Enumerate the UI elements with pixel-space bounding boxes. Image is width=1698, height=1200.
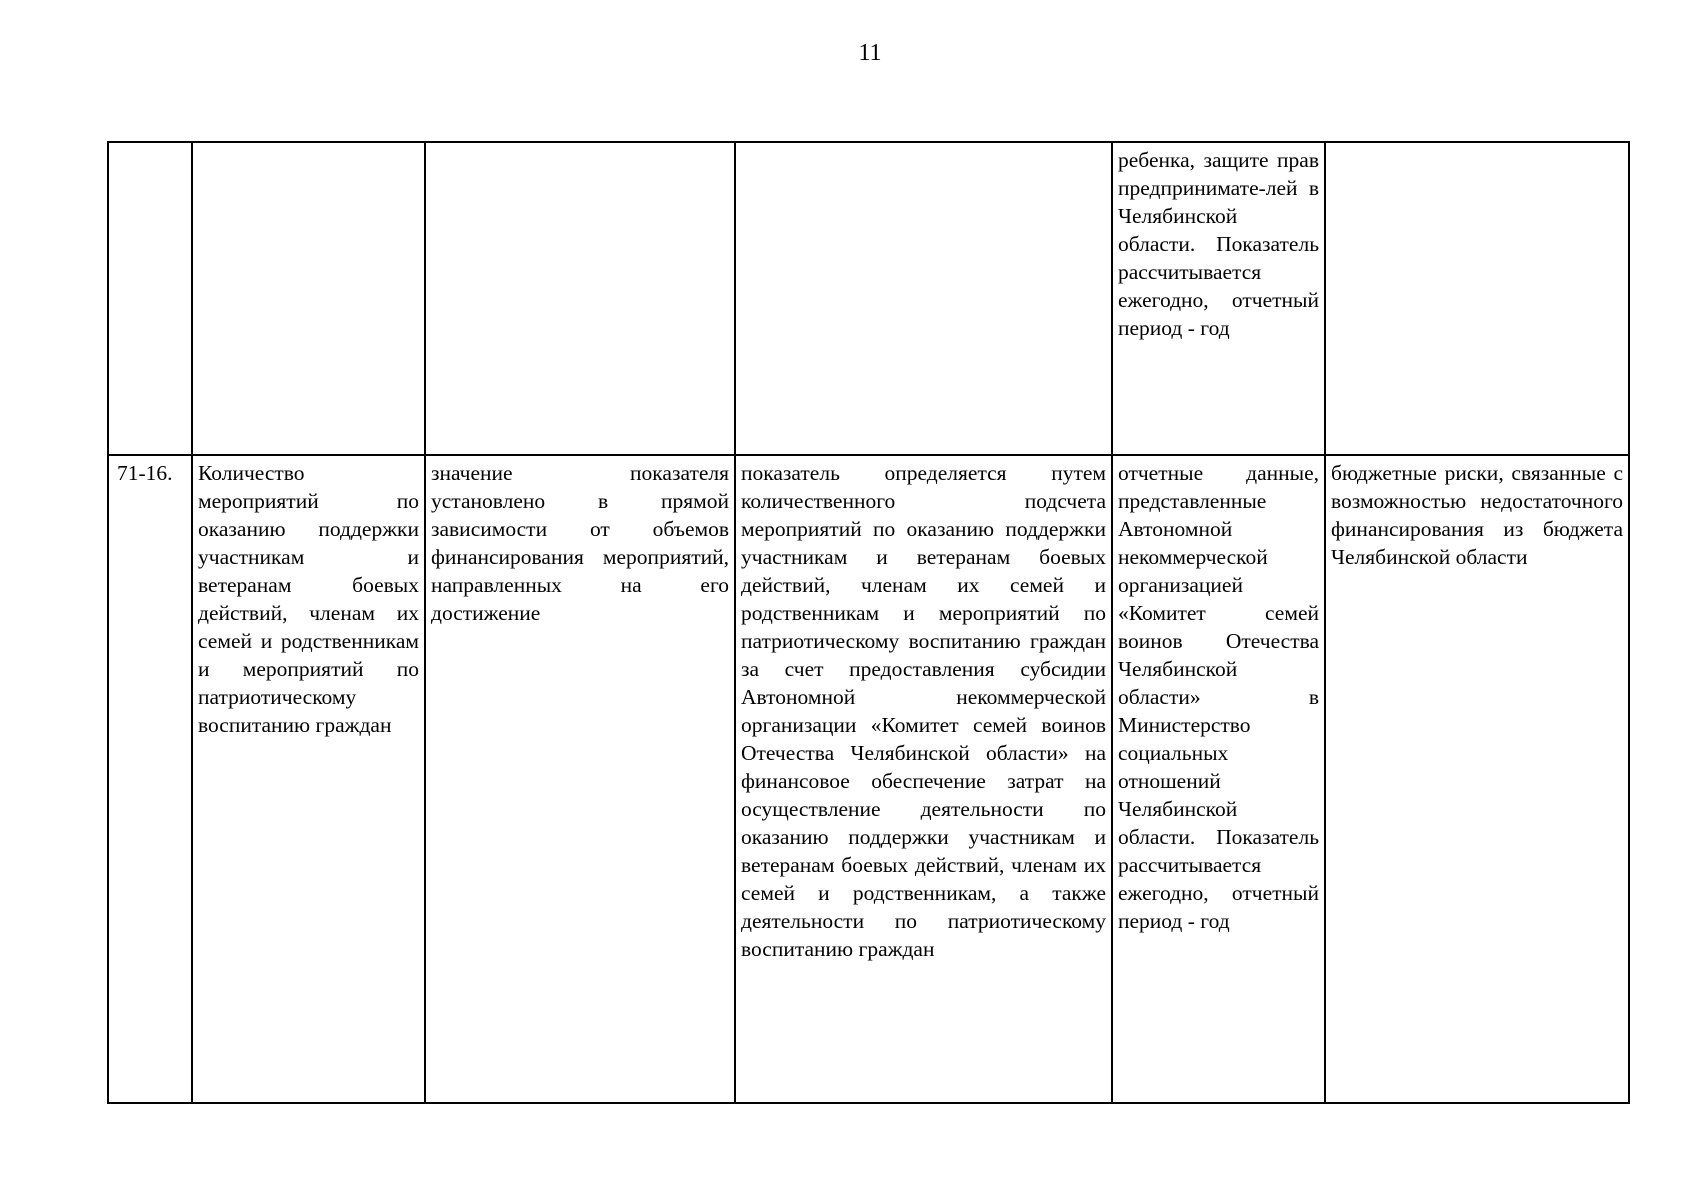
table-row: [108, 455, 1629, 1103]
table-cell-name: Количество мероприятий по оказанию поддержки участникам и ветеранам боевых действий, членам их семей и родственникам и мероприятий по патриотическому воспитанию граждан: [192, 455, 425, 1103]
indicator-table: [107, 141, 1630, 1104]
table-cell-source: ребенка, защите прав предпринимате-лей в Челябинской области. Показатель рассчитывается ежегодно, отчетный период - год: [1112, 142, 1325, 455]
table-cell-risks: бюджетные риски, связанные с возможностью недостаточного финансирования из бюджета Челябинской области: [1325, 455, 1629, 1103]
table-cell-number: [108, 142, 192, 455]
table-cell-method: [735, 142, 1112, 455]
table-cell-method: показатель определяется путем количественного подсчета мероприятий по оказанию поддержки участникам и ветеранам боевых действий, членам их семей и родственникам и мероприятий по патриотическому воспитанию граждан за счет предоставления субсидии Автономной некоммерческой организации «Комитет семей воинов Отечества Челябинской области» на финансовое обеспечение затрат на осуществление деятельности по оказанию поддержки участникам и ветеранам боевых действий, членам их семей и родственникам, а также деятельности по патриотическому воспитанию граждан: [735, 455, 1112, 1103]
table-cell-risks: [1325, 142, 1629, 455]
page-number: 11: [858, 40, 882, 66]
table-cell-number: 71-16.: [108, 455, 192, 1103]
table-cell-name: [192, 142, 425, 455]
table-row: [108, 142, 1629, 455]
table-cell-source: отчетные данные, представленные Автономной некоммерческой организацией «Комитет семей воинов Отечества Челябинской области» в Министерство социальных отношений Челябинской области. Показатель рассчитывается ежегодно, отчетный период - год: [1112, 455, 1325, 1103]
table-cell-target-basis: [425, 142, 735, 455]
table-cell-target-basis: значение показателя установлено в прямой зависимости от объемов финансирования мероприятий, направленных на его достижение: [425, 455, 735, 1103]
